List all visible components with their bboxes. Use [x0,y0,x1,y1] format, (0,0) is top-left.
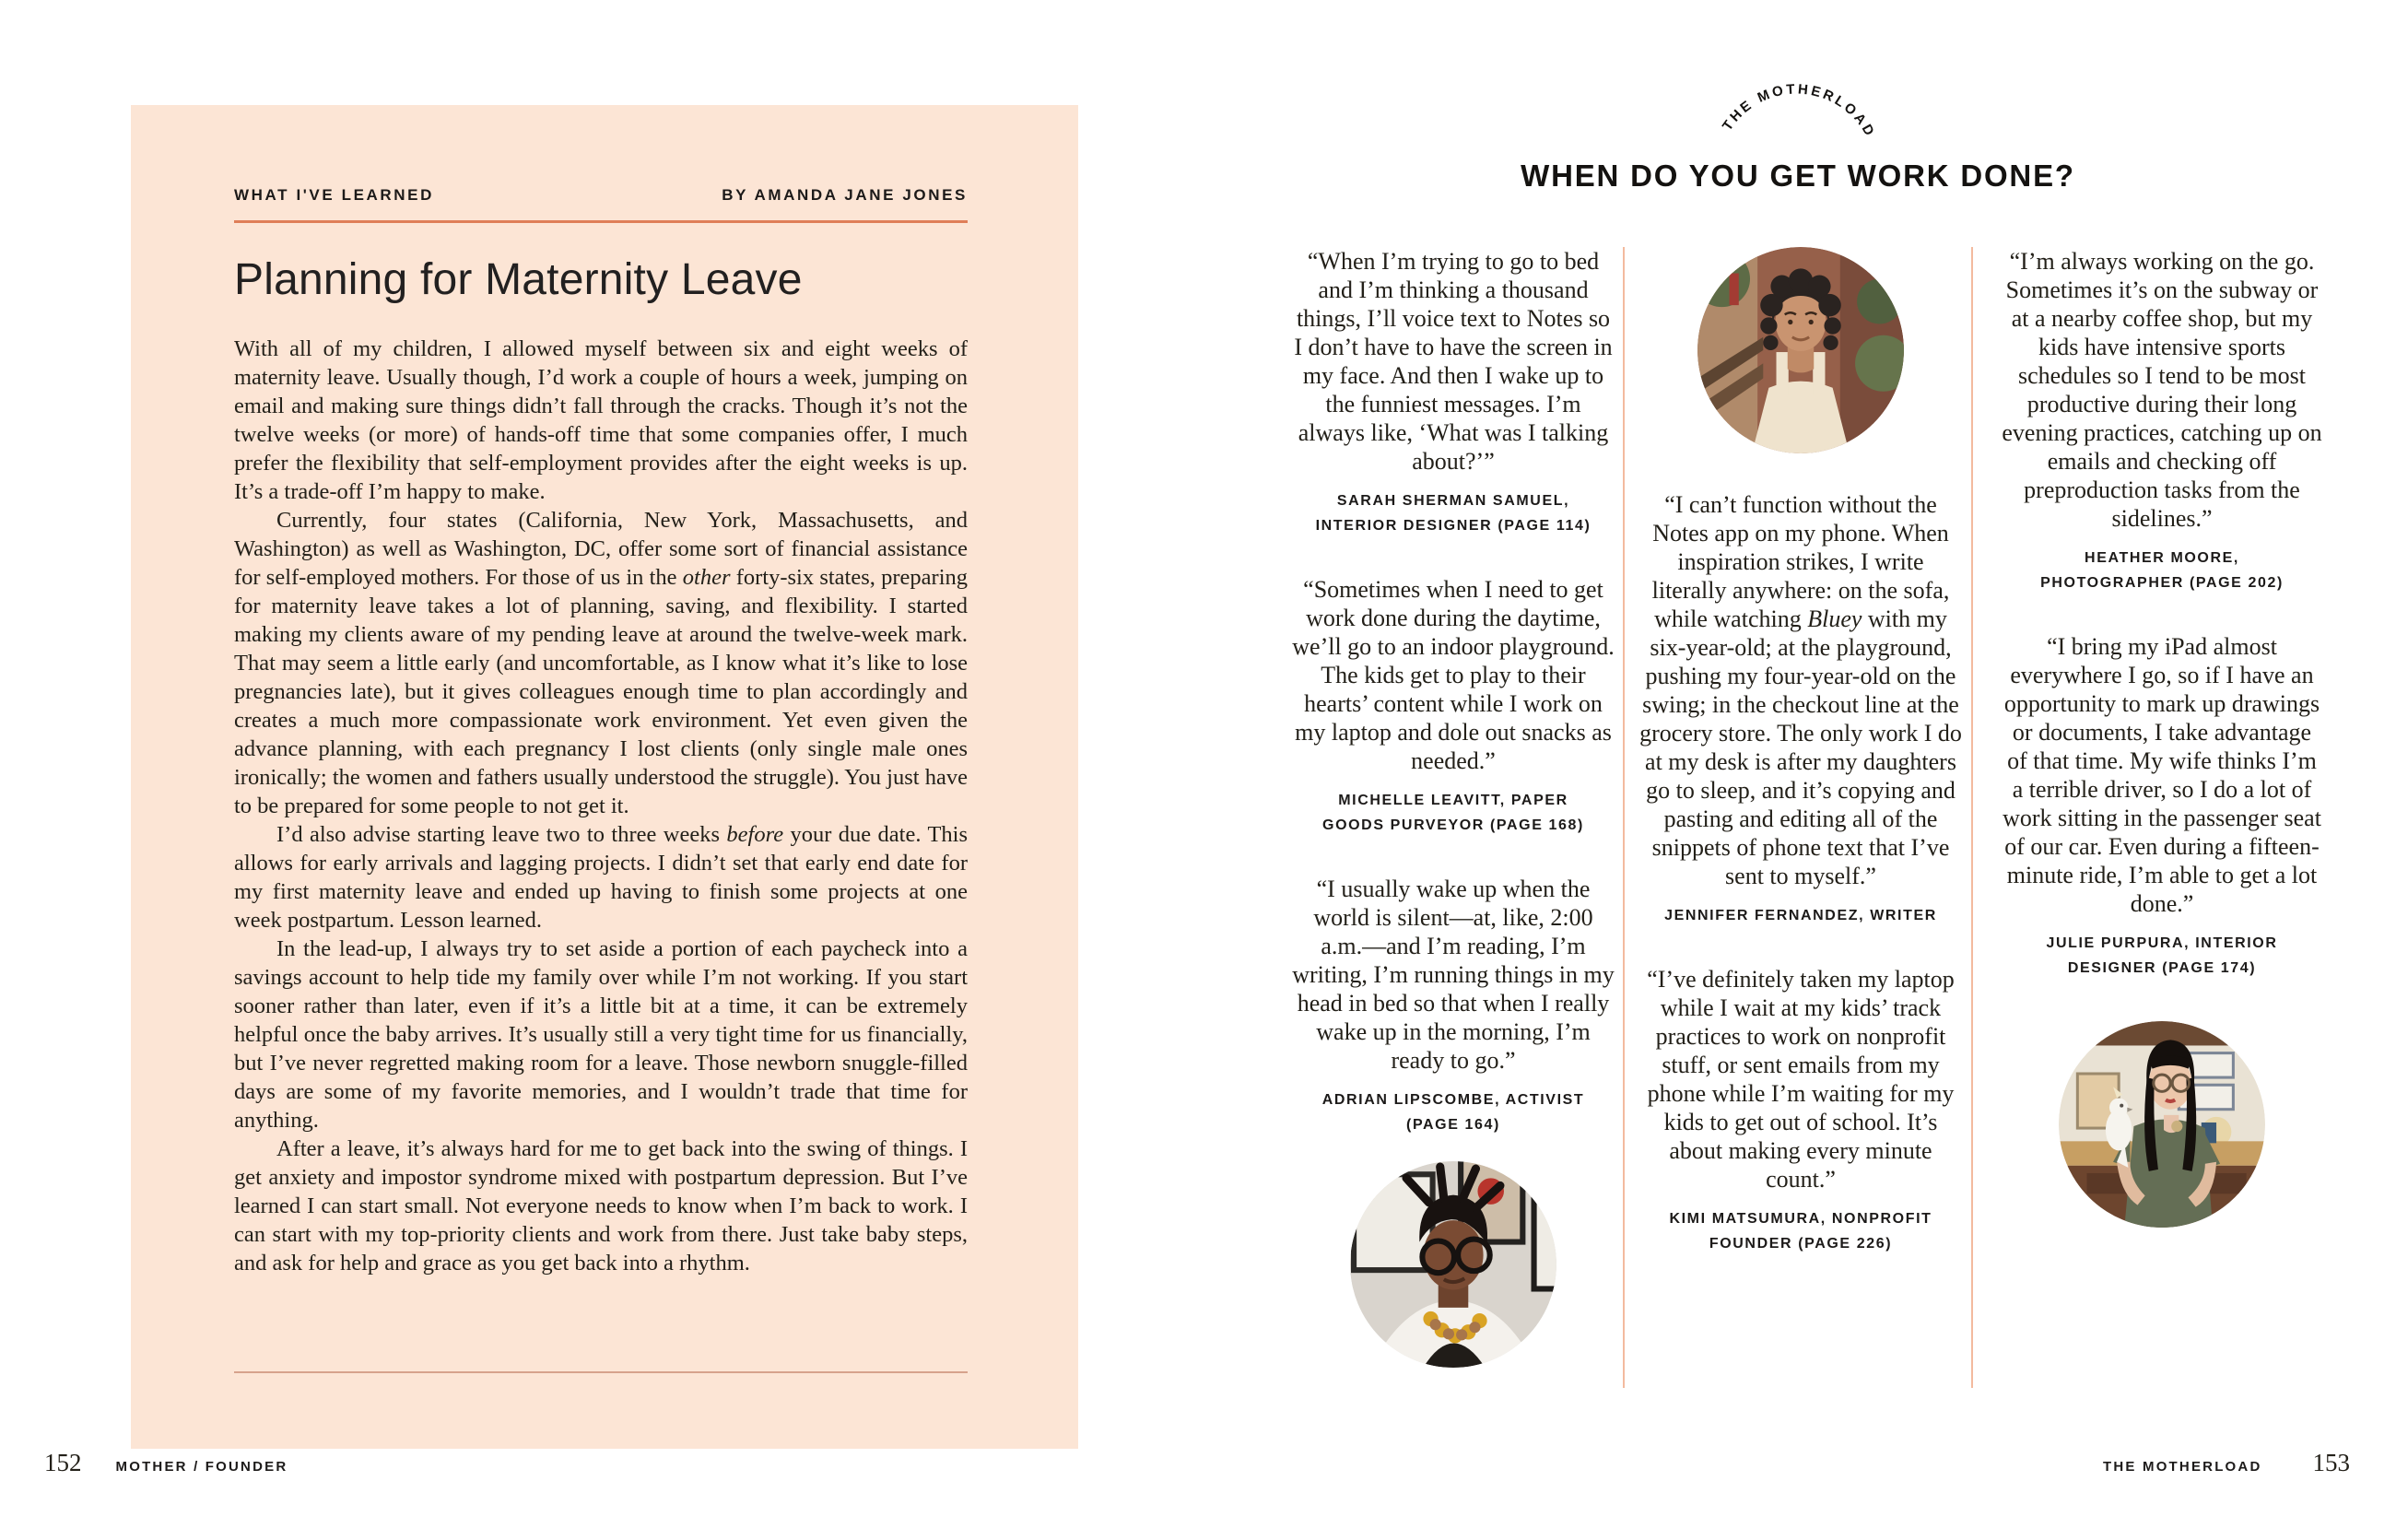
quote-attribution: HEATHER MOORE, PHOTOGRAPHER (PAGE 202) [2040,550,2284,591]
feature-title: WHEN DO YOU GET WORK DONE? [1521,159,2075,193]
quote-attribution: MICHELLE LEAVITT, PAPER GOODS PURVEYOR (PAGE 168) [1322,793,1584,833]
column-divider [1971,247,1973,1388]
byline: BY AMANDA JANE JONES [722,186,968,204]
pull-quote: “I usually wake up when the world is silent—at, like, 2:00 a.m.—and I’m reading, I’m writing, I’m running things in my head in bed so that when I really wake up in the morning, I’m ready to go.” [1292,876,1615,1074]
quote-attribution: KIMI MATSUMURA, NONPROFIT FOUNDER (PAGE 226) [1669,1211,1932,1252]
pull-quote: “When I’m trying to go to bed and I’m thinking a thousand things, I’ll voice text to Notes so I don’t have to have the screen in my face. And then I wake up to the funniest messages. I’m always like, ‘What was I talking about?’” [1294,248,1613,475]
article-header [234,186,968,205]
article-end-rule [234,1371,968,1373]
pull-quote: “I’m always working on the go. Sometimes it’s on the subway or at a nearby coffee shop, but my kids have intensive sports schedules so I tend to be most productive during their long evening practices, catching up on emails and checking off preproduction tasks from the sidelines.” [2002,248,2322,532]
article-paragraph: Currently, four states (California, New York, Massachusetts, and Washington) as well as Washington, DC, offer some sort of financial assistance for self-employed mothers. For those of us in the other forty-six states, preparing for maternity leave takes a lot of planning, saving, and flexibility. I started making my clients aware of my pending leave at around the twelve-week mark. That may seem a little early (and uncomfortable, as I know what it’s like to lose pregnancies late), but it gives colleagues enough time to plan accordingly and creates a much more compassionate work environment. Yet even given the advance planning, with each pregnancy I lost clients (only single male ones ironically; the women and fathers usually understood the struggle). You just have to be prepared for some people to not get it. [234,508,968,818]
header-rule [234,220,968,223]
article-panel [131,105,1078,1449]
quote-column-3 [2001,247,2323,1228]
photo-jennifer-fernandez [1639,247,1962,453]
article-body [234,335,968,1277]
running-footer-right: THE MOTHERLOAD [2103,1459,2262,1475]
pull-quote: “I bring my iPad almost everywhere I go, so if I have an opportunity to mark up drawings or documents, I take advantage of that time. My wife thinks I’m a terrible driver, so I do a lot of work sitting in the passenger seat of our car. Even during a fifteen-minute ride, I’m able to get a lot done.” [2003,633,2321,917]
quote-column-1 [1292,247,1615,1368]
pull-quote: “Sometimes when I need to get work done during the daytime, we’ll go to an indoor playground. The kids get to play to their hearts’ content while I work on my laptop and dole out snacks as needed.” [1292,576,1615,774]
quote-attribution: ADRIAN LIPSCOMBE, ACTIVIST (PAGE 164) [1321,1092,1585,1133]
badge-text: THE MOTHERLOAD [1719,81,1879,141]
quote-attribution: JULIE PURPURA, INTERIOR DESIGNER (PAGE 174) [2046,935,2278,976]
pull-quote: “I’ve definitely taken my laptop while I wait at my kids’ track practices to work on nonprofit stuff, or sent emails from my phone while I’m waiting for my kids to get out of school. It’s about making every minute count.” [1647,966,1955,1193]
page-number-left: 152 [44,1449,82,1476]
footer-left [44,1449,288,1477]
motherload-arc-badge [1715,64,1885,160]
photo-adrian-lipscombe [1292,1161,1615,1368]
article-paragraph: After a leave, it’s always hard for me to get back into the swing of things. I get anxiety and impostor syndrome mixed with postpartum depression. But I’ve learned I can start small. Not everyone needs to know when I’m back to work. I can start with my top-priority clients and work from there. Just take baby steps, and ask for help and grace as you get back into a rhythm. [234,1136,968,1275]
article [234,186,968,1277]
svg-text:THE MOTHERLOAD [1719,77,1880,141]
page-number-right: 153 [2312,1449,2350,1476]
running-footer-left: MOTHER / FOUNDER [115,1459,288,1475]
photo-julie-purpura [2001,1021,2323,1228]
pull-quote: “I can’t function without the Notes app on my phone. When inspiration strikes, I write literally anywhere: on the sofa, while watching Bluey with my six-year-old; at the playground, pushing my four-year-old on the swing; in the checkout line at the grocery store. The only work I do at my desk is after my daughters go to sleep, and it’s copying and pasting and editing all of the snippets of phone text that I’ve sent to myself.” [1639,491,1962,889]
column-divider [1623,247,1625,1388]
footer-right [2103,1449,2350,1477]
quote-attribution: JENNIFER FERNANDEZ, WRITER [1664,908,1937,923]
quote-column-2 [1639,247,1962,1256]
quote-attribution: SARAH SHERMAN SAMUEL, INTERIOR DESIGNER (PAGE 114) [1315,493,1591,534]
article-paragraph: In the lead-up, I always try to set aside a portion of each paycheck into a savings account to help tide my family over while I’m not working. If you start sooner rather than later, even if it’s a little bit at a time, it can be extremely helpful once the baby arrives. It’s usually still a very tight time for us financially, but I’ve never regretted making room for a leave. Those newborn snuggle-filled days are some of my favorite memories, and I wouldn’t trade that time for anything. [234,936,968,1133]
article-title: Planning for Maternity Leave [234,255,803,304]
kicker: WHAT I'VE LEARNED [234,186,434,204]
article-paragraph: With all of my children, I allowed myself between six and eight weeks of maternity leave. Usually though, I’d work a couple of hours a week, jumping on email and making sure things didn’t fall through the cracks. Though it’s not the twelve weeks (or more) of hands-off time that some companies offer, I much prefer the flexibility that self-employment provides after the eight weeks is up. It’s a trade-off I’m happy to make. [234,336,968,504]
article-paragraph: I’d also advise starting leave two to three weeks before your due date. This allows for early arrivals and lagging projects. I didn’t set that early end date for my first maternity leave and ended up having to finish some projects at one week postpartum. Lesson learned. [234,822,969,933]
